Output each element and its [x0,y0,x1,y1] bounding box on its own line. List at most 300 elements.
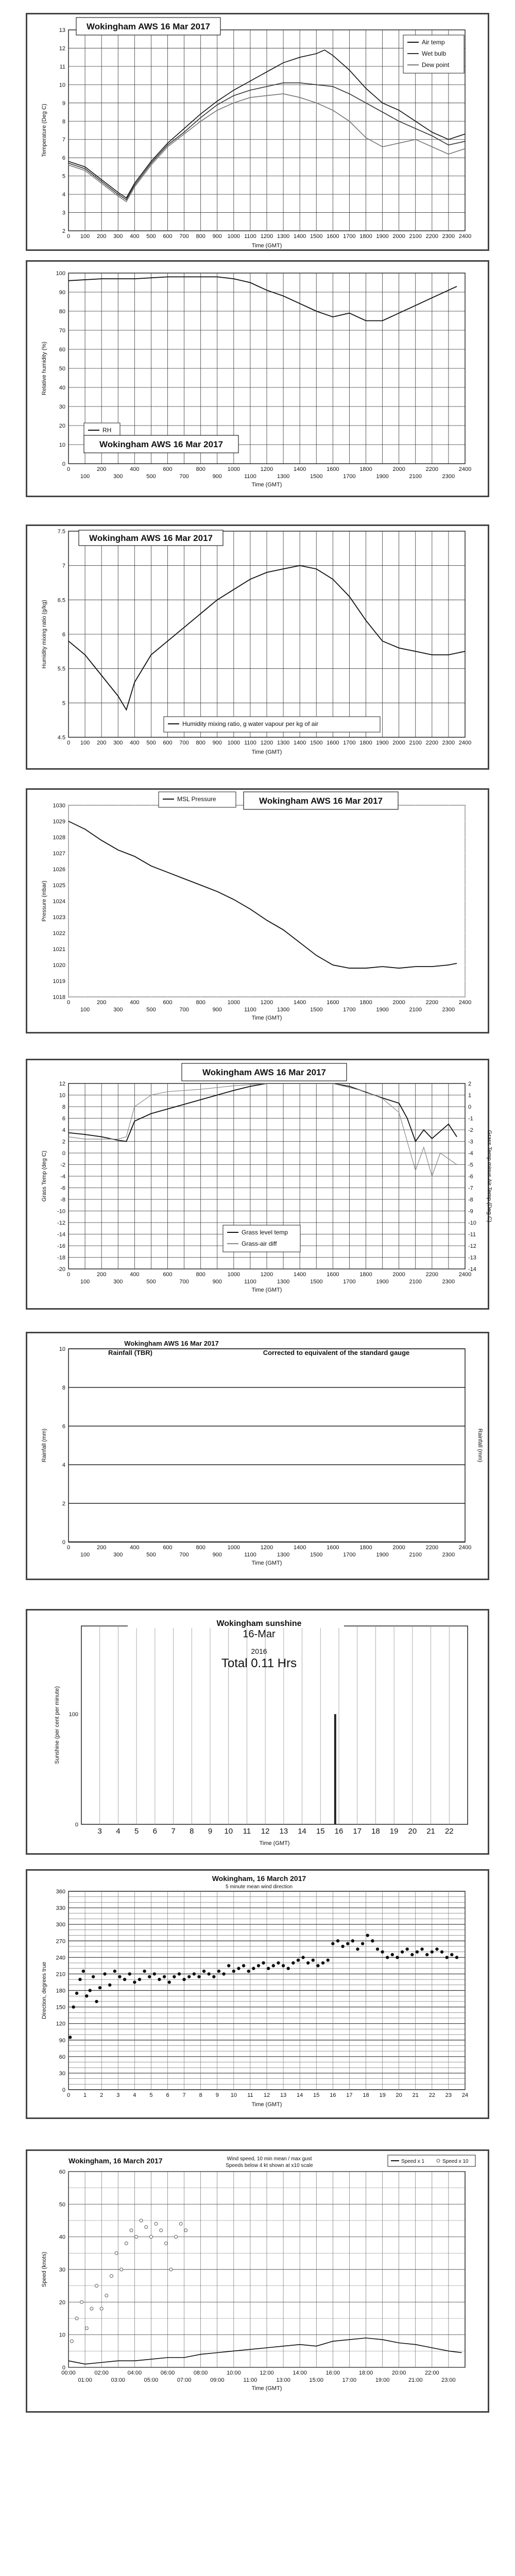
x-tick-label: 2400 [458,999,472,1006]
x-tick-label: 600 [163,466,173,472]
legend-label: Grass level temp [242,1229,288,1236]
x-axis-title: Time (GMT) [251,1015,282,1021]
y-tick-label: 8 [62,118,65,125]
direction-point [153,1972,156,1975]
x-tick-label: 2000 [392,466,405,472]
scale-note: Speeds below 4 kt shown at x10 scale [226,2163,313,2168]
humidity-chart-panel [26,260,489,497]
y-tick-label: 90 [59,290,65,296]
x-tick-label: 1400 [293,999,306,1006]
direction-point [440,1950,443,1953]
y-axis-title: Speed (knots) [41,2251,47,2287]
x-tick-label: 2400 [458,1545,472,1551]
direction-point [252,1967,255,1970]
y-right-tick-label: -8 [468,1197,473,1203]
x-tick-label: 06:00 [160,2370,175,2376]
direction-point [202,1970,205,1973]
direction-point [208,1972,211,1975]
y-tick-label: 180 [56,1988,65,1994]
direction-point [327,1958,330,1961]
x-tick-label: 2200 [425,233,439,240]
y-axis-title: Rainfall (mm) [41,1428,47,1463]
y-tick-label: 8 [62,1104,65,1110]
x-tick-label: 700 [179,233,189,240]
wind-direction-chart-panel [26,1869,489,2119]
grass-temp-chart-panel [26,1059,492,1310]
y-tick-label: 10 [59,82,65,89]
x-tick-label: 900 [212,1279,222,1285]
x-tick-label: 2100 [409,233,422,240]
x-tick-label: 8 [199,2092,202,2098]
x-tick-label: 22:00 [425,2370,439,2376]
y-right-tick-label: -13 [468,1255,476,1261]
y-tick-label: 20 [59,2299,65,2306]
total-sunshine: Total 0.11 Hrs [221,1656,297,1670]
speed-x10-point [95,2284,98,2287]
direction-point [386,1956,389,1959]
x-tick-label: 1800 [359,233,372,240]
x-tick-label: 0 [66,2092,71,2098]
x-tick-label: 6 [152,1827,158,1836]
direction-point [95,2000,98,2003]
x-tick-label: 1300 [277,1279,290,1285]
y-tick-label: 1022 [53,930,65,937]
x-tick-label: 1600 [327,1545,339,1551]
x-tick-label: 09:00 [210,2377,225,2383]
direction-point [396,1956,399,1959]
direction-point [103,1972,106,1975]
direction-point [420,1947,423,1951]
x-tick-label: 9 [215,2092,219,2098]
y-tick-label: 5 [62,173,65,180]
direction-point [197,1975,200,1978]
direction-point [148,1975,151,1978]
direction-point [227,1964,230,1967]
x-tick-label: 12 [261,1827,270,1836]
direction-point [75,1992,78,1995]
y-tick-label: 11 [59,63,65,70]
y-right-tick-label: -14 [468,1266,476,1273]
y-axis-title: Temperature (Deg C) [41,104,47,157]
x-tick-label: 22 [444,1827,454,1836]
direction-point [406,1947,409,1951]
x-tick-label: 100 [80,233,90,240]
speed-x10-point [105,2294,108,2297]
y-tick-label: 0 [62,2087,65,2093]
x-tick-label: 900 [212,233,222,240]
temperature-chart [27,14,488,249]
x-tick-label: 22 [428,2092,435,2098]
x-tick-label: 1200 [260,233,273,240]
x-tick-label: 1100 [244,1279,256,1285]
x-tick-label: 20 [408,1827,417,1836]
x-tick-label: 1000 [227,466,241,472]
direction-point [351,1939,354,1942]
x-tick-label: 5 [134,1827,139,1836]
x-tick-label: 16 [334,1827,344,1836]
x-tick-label: 100 [80,1007,90,1013]
x-tick-label: 100 [80,473,90,480]
x-tick-label: 10:00 [227,2370,241,2376]
direction-point [416,1950,419,1953]
x-tick-label: 600 [163,233,173,240]
x-tick-label: 04:00 [127,2370,142,2376]
y-axis-title: Pressure (mbar) [41,880,47,922]
y-tick-label: 7.5 [57,529,65,535]
x-axis-title: Time (GMT) [251,1560,282,1566]
direction-point [366,1934,369,1937]
direction-point [356,1947,359,1951]
x-tick-label: 12:00 [260,2370,274,2376]
x-tick-label: 1500 [310,233,323,240]
direction-point [173,1975,176,1978]
direction-point [391,1953,394,1956]
x-tick-label: 1900 [376,233,389,240]
y-tick-label: 1027 [53,851,65,857]
x-tick-label: 100 [80,1552,90,1558]
y-tick-label: 50 [59,2201,65,2208]
y-tick-label: 1020 [53,962,65,969]
y-tick-label: -6 [60,1185,65,1192]
x-tick-label: 800 [196,740,205,746]
x-tick-label: 100 [80,1279,90,1285]
speed-x10-point [160,2229,163,2232]
legend-label: Speed x 1 [401,2159,425,2164]
direction-point [212,1975,215,1978]
legend-label: Wet bulb [422,50,447,57]
x-tick-label: 400 [130,740,140,746]
y-right-tick-label: -3 [468,1139,473,1145]
x-tick-label: 15 [316,1827,325,1836]
legend-label: Grass-air diff [242,1240,277,1247]
x-tick-label: 600 [163,740,173,746]
direction-point [217,1970,220,1973]
direction-point [455,1956,458,1959]
y-right-tick-label: -2 [468,1127,473,1133]
x-tick-label: 1600 [327,466,339,472]
x-tick-label: 500 [146,1279,156,1285]
legend-label: Speed x 10 [442,2159,469,2164]
direction-point [301,1956,304,1959]
x-tick-label: 0 [66,740,71,746]
x-tick-label: 2400 [458,466,472,472]
y-tick-label: 6 [62,1115,65,1122]
speed-x10-point [175,2235,178,2239]
y-tick-label: 150 [56,2004,65,2011]
x-tick-label: 800 [196,233,205,240]
y-tick-label: 240 [56,1955,65,1961]
grass-temp-chart [27,1060,492,1308]
x-tick-label: 1100 [244,740,256,746]
x-tick-label: 700 [179,1007,189,1013]
chart-title: Wokingham AWS 16 Mar 2017 [202,1067,326,1077]
direction-point [316,1964,319,1967]
x-tick-label: 1800 [359,740,372,746]
x-tick-label: 23:00 [441,2377,456,2383]
y-right-tick-label: -12 [468,1243,476,1249]
speed-x10-point [130,2229,133,2232]
direction-point [336,1939,339,1942]
y-tick-label: 90 [59,2037,65,2044]
y-right-tick-label: 1 [468,1092,472,1099]
x-tick-label: 700 [179,473,189,480]
y-right-tick-label: 2 [468,1081,472,1087]
x-tick-label: 00:00 [61,2370,76,2376]
speed-x10-point [80,2300,83,2303]
y-tick-label: 6 [62,632,65,638]
y-tick-label: 100 [56,270,65,277]
x-tick-label: 700 [179,740,189,746]
y-tick-label: 10 [59,1092,65,1099]
chart-title: Wokingham, 16 March 2017 [68,2157,163,2165]
x-tick-label: 700 [179,1279,189,1285]
x-tick-label: 0 [66,1272,71,1278]
chart-subtitle: Wind speed, 10 min mean / max gust [227,2156,312,2162]
x-tick-label: 400 [130,466,140,472]
y-axis-title: Humidity mixing ratio (g/kg) [41,600,47,669]
direction-point [128,1972,131,1975]
x-tick-label: 0 [66,466,71,472]
y-tick-label: 10 [59,2332,65,2338]
x-tick-label: 1800 [359,466,372,472]
legend-swatch [437,2159,440,2162]
direction-point [341,1945,344,1948]
y-tick-label: 12 [59,45,65,52]
direction-point [306,1961,310,1964]
x-tick-label: 1300 [277,740,290,746]
y-tick-label: 1019 [53,978,65,985]
direction-point [72,2005,75,2008]
x-tick-label: 1500 [310,740,323,746]
y-tick-label: -8 [60,1197,65,1203]
x-tick-label: 1200 [260,1272,273,1278]
x-tick-label: 300 [113,1552,123,1558]
direction-point [118,1975,121,1978]
x-tick-label: 1000 [227,233,241,240]
legend-label: MSL Pressure [177,795,216,803]
x-tick-label: 2300 [442,1007,455,1013]
y-tick-label: 7 [62,137,65,143]
x-tick-label: 3 [97,1827,102,1836]
y-tick-label: -10 [57,1208,65,1215]
x-tick-label: 20:00 [391,2370,406,2376]
direction-point [143,1970,146,1973]
x-tick-label: 900 [212,1552,222,1558]
x-tick-label: 1000 [227,1272,241,1278]
x-tick-label: 300 [113,1007,123,1013]
direction-point [232,1970,235,1973]
y-tick-label: 1018 [53,994,65,1001]
chart-title: Wokingham AWS 16 Mar 2017 [89,533,213,543]
direction-point [133,1980,136,1984]
x-tick-label: 1300 [277,473,290,480]
y-tick-label: 0 [62,2365,65,2371]
x-tick-label: 15:00 [309,2377,324,2383]
x-tick-label: 1800 [359,999,372,1006]
wind-direction-chart [27,1871,488,2117]
y-tick-label: 0 [75,1822,78,1828]
speed-x10-point [164,2242,167,2245]
chart-subtitle: Rainfall (TBR) [108,1349,152,1357]
temperature-chart-panel [26,13,489,251]
x-tick-label: 2300 [442,233,455,240]
x-tick-label: 2200 [425,999,439,1006]
y-tick-label: 6.5 [57,597,65,604]
y-tick-label: 50 [59,366,65,372]
x-tick-label: 1300 [277,233,290,240]
x-tick-label: 11 [243,1827,251,1836]
y-tick-label: 30 [59,2267,65,2273]
rainfall-chart [27,1333,488,1579]
x-tick-label: 1300 [277,1552,290,1558]
x-tick-label: 400 [130,233,140,240]
y-tick-label: -16 [57,1243,65,1249]
y-tick-label: 3 [62,210,65,216]
x-tick-label: 500 [146,473,156,480]
x-tick-label: 400 [130,1272,140,1278]
x-tick-label: 900 [212,740,222,746]
y-tick-label: 60 [59,2169,65,2175]
direction-point [89,1989,92,1992]
speed-x10-point [120,2268,123,2271]
x-tick-label: 08:00 [193,2370,208,2376]
y-tick-label: 330 [56,1905,65,1912]
x-tick-label: 300 [113,233,123,240]
y-tick-label: 300 [56,1922,65,1928]
speed-x10-point [179,2222,182,2225]
x-tick-label: 2100 [409,740,422,746]
direction-point [331,1942,334,1945]
x-tick-label: 1500 [310,1552,323,1558]
chart-title: Wokingham AWS 16 Mar 2017 [259,796,383,806]
x-tick-label: 1600 [327,999,339,1006]
x-tick-label: 500 [146,233,156,240]
chart-subtitle: 16-Mar [243,1629,276,1640]
x-tick-label: 200 [96,233,107,240]
x-tick-label: 800 [196,1272,205,1278]
direction-point [297,1958,300,1961]
x-tick-label: 600 [163,1545,173,1551]
x-tick-label: 500 [146,1552,156,1558]
x-tick-label: 2200 [425,1272,439,1278]
direction-point [257,1964,260,1967]
x-tick-label: 10 [224,1827,233,1836]
direction-point [123,1978,126,1981]
pressure-chart [27,790,488,1032]
y-right-axis-title: Grass Temp minus Air Temp (Deg C) [486,1130,492,1223]
x-tick-label: 6 [166,2092,169,2098]
x-tick-label: 1700 [343,473,356,480]
x-tick-label: 8 [190,1827,194,1836]
y-tick-label: 1029 [53,819,65,825]
x-tick-label: 2200 [425,740,439,746]
direction-point [247,1970,250,1973]
x-tick-label: 9 [208,1827,213,1836]
x-tick-label: 1900 [376,1279,389,1285]
y-right-tick-label: -10 [468,1220,476,1226]
y-tick-label: 1026 [53,867,65,873]
y-tick-label: 30 [59,2070,65,2077]
x-tick-label: 4 [116,1827,121,1836]
x-tick-label: 1200 [260,999,273,1006]
y-tick-label: -18 [57,1255,65,1261]
x-tick-label: 05:00 [144,2377,159,2383]
y-right-tick-label: 0 [468,1104,472,1110]
x-tick-label: 1600 [327,233,339,240]
x-tick-label: 5 [149,2092,153,2098]
y-right-tick-label: -7 [468,1185,473,1192]
speed-x10-point [154,2222,158,2225]
x-tick-label: 10 [230,2092,237,2098]
y-tick-label: 1021 [53,946,65,953]
speed-x10-point [125,2242,128,2245]
x-axis-title: Time (GMT) [251,2102,282,2108]
direction-point [178,1972,181,1975]
x-tick-label: 21:00 [408,2377,423,2383]
x-tick-label: 900 [212,1007,222,1013]
y-tick-label: 4 [62,1462,65,1468]
x-tick-label: 2200 [425,1545,439,1551]
x-tick-label: 01:00 [78,2377,92,2383]
y-tick-label: 60 [59,347,65,353]
y-tick-label: 4.5 [57,735,65,741]
x-tick-label: 200 [96,1272,107,1278]
x-tick-label: 1900 [376,740,389,746]
y-tick-label: 1024 [53,899,65,905]
direction-point [267,1967,270,1970]
x-tick-label: 12 [263,2092,270,2098]
x-tick-label: 18 [371,1827,380,1836]
chart-title: Wokingham AWS 16 Mar 2017 [99,439,223,449]
y-tick-label: 7 [62,563,65,569]
y-tick-label: 360 [56,1889,65,1895]
x-tick-label: 2000 [392,740,405,746]
speed-x10-point [85,2327,88,2330]
y-tick-label: 1023 [53,914,65,921]
x-tick-label: 15 [313,2092,320,2098]
wind-speed-chart-panel [26,2149,489,2413]
x-tick-label: 1200 [260,740,273,746]
x-tick-label: 21 [426,1827,435,1836]
x-tick-label: 2100 [409,1552,422,1558]
direction-point [92,1975,95,1978]
x-tick-label: 1600 [327,1272,339,1278]
x-tick-label: 1700 [343,1279,356,1285]
x-tick-label: 400 [130,1545,140,1551]
chart-subtitle: 5 minute mean wind direction [225,1884,293,1890]
x-tick-label: 2100 [409,1007,422,1013]
x-tick-label: 0 [66,1545,71,1551]
x-tick-label: 1100 [244,1007,256,1013]
direction-point [272,1964,275,1967]
speed-x10-point [100,2307,103,2310]
x-tick-label: 1100 [244,473,256,480]
x-tick-label: 18:00 [358,2370,373,2376]
x-tick-label: 20 [396,2092,402,2098]
x-tick-label: 07:00 [177,2377,192,2383]
speed-x10-point [135,2235,138,2239]
direction-point [163,1975,166,1978]
y-tick-label: 40 [59,2234,65,2241]
x-tick-label: 400 [130,999,140,1006]
y-tick-label: 1028 [53,835,65,841]
x-tick-label: 1100 [244,1552,256,1558]
x-tick-label: 1700 [343,740,356,746]
direction-point [450,1953,453,1956]
y-tick-label: -14 [57,1231,65,1238]
direction-point [182,1978,185,1981]
direction-point [435,1947,438,1951]
